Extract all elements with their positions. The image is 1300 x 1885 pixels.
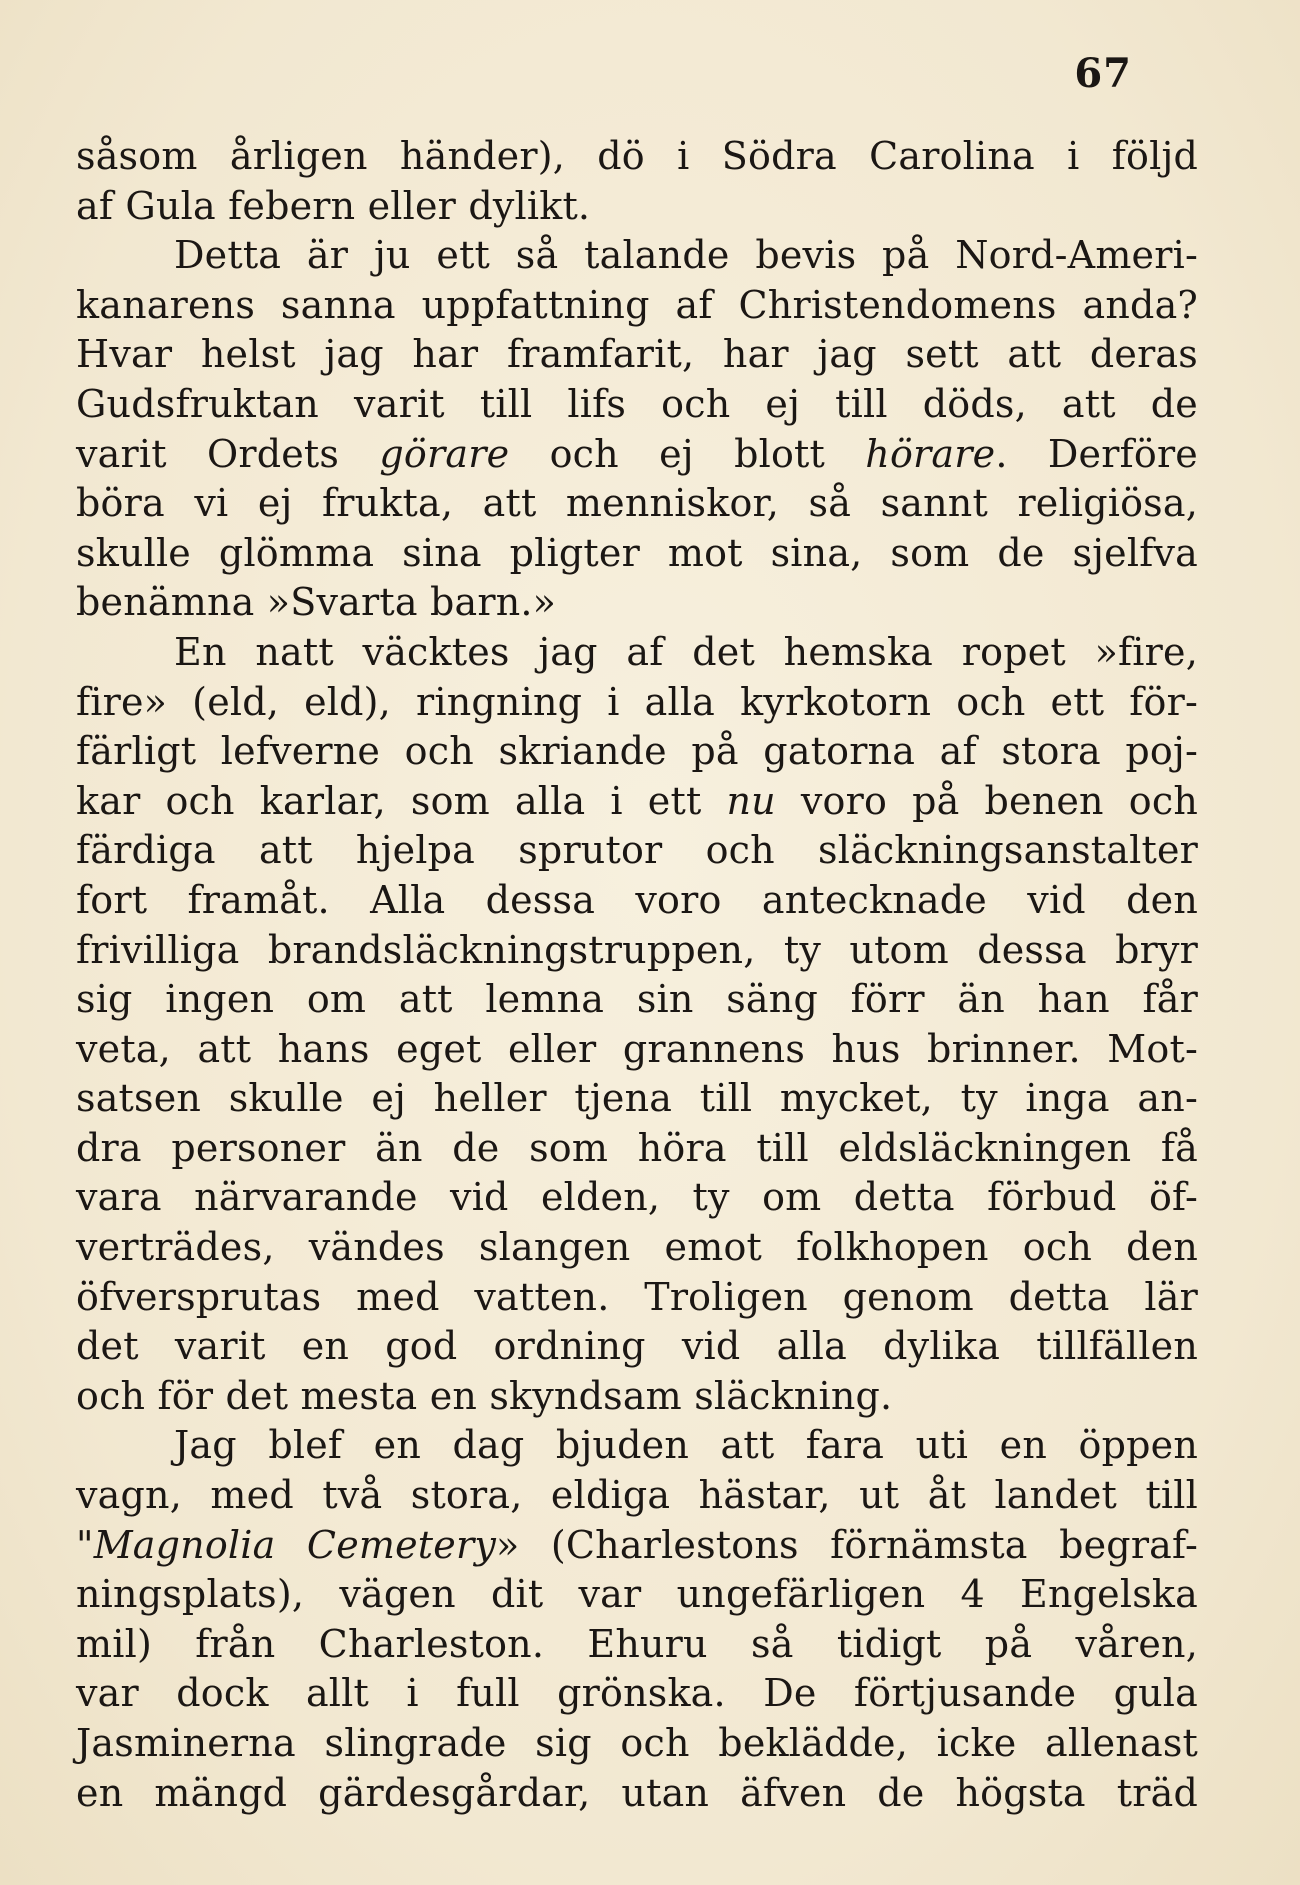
text-line: fort framåt. Alla dessa voro antecknade vid den [76,877,1198,922]
text-line: öfversprutas med vatten. Troligen genom detta lär [76,1274,1198,1319]
text-segment: och ej blott [509,431,866,476]
text-line: var dock allt i full grönska. De förtjusande gula [76,1671,1198,1716]
text-line: Gudsfruktan varit till lifs och ej till döds, att de [76,381,1198,426]
text-line: Hvar helst jag har framfarit, har jag sett att deras [76,332,1198,377]
text-segment: kar och karlar, som alla i ett [76,778,727,823]
text-segment: " [76,1522,94,1567]
text-line: dra personer än de som höra till eldsläckningen få [76,1125,1198,1170]
text-line: Detta är ju ett så talande bevis på Nord-Ameri- [174,233,1198,278]
text-segment: » (Charlestons förnämsta begraf- [496,1522,1198,1567]
text-line: fire» (eld, eld), ringning i alla kyrkotorn och ett för- [76,679,1198,724]
text-line: kanarens sanna uppfattning af Christendomens anda? [76,282,1198,327]
text-line [76,1521,1198,1571]
text-line: mil) från Charleston. Ehuru så tidigt på våren, [76,1621,1198,1666]
text-line: vara närvarande vid elden, ty om detta förbud öf- [76,1175,1198,1220]
text-line: benämna »Svarta barn.» [76,580,557,625]
text-line: satsen skulle ej heller tjena till mycket, ty inga an- [76,1076,1198,1121]
text-segment: nu [726,778,776,823]
text-line: färligt lefverne och skriande på gatorna af stora poj- [76,729,1198,774]
text-line: af Gula febern eller dylikt. [76,183,591,228]
text-segment: Magnolia Cemetery [93,1522,496,1567]
text-line: sig ingen om att lemna sin säng förr än han får [76,977,1198,1022]
text-line: ningsplats), vägen dit var ungefärligen 4 Engelska [76,1572,1198,1617]
text-line: frivilliga brandsläckningstruppen, ty utom dessa bryr [76,927,1198,972]
page-number: 67 [1074,50,1132,97]
text-segment: hörare [865,431,996,476]
text-line: och för det mesta en skyndsam släckning. [76,1373,893,1418]
text-line: böra vi ej frukta, att menniskor, så sannt religiösa, [76,481,1198,526]
text-line: det varit en god ordning vid alla dylika tillfällen [76,1324,1198,1369]
text-line: veta, att hans eget eller grannens hus brinner. Mot- [76,1026,1198,1071]
text-segment: voro på benen och [775,778,1198,823]
text-line [76,777,1198,827]
text-segment: . Derföre [995,431,1198,476]
text-line: En natt väcktes jag af det hemska ropet »fire, [174,629,1198,674]
text-segment: görare [379,431,510,476]
text-line: såsom årligen händer), dö i Södra Carolina i följd [76,134,1198,178]
text-line: vagn, med två stora, eldiga hästar, ut åt landet till [76,1473,1198,1518]
text-line: en mängd gärdesgårdar, utan äfven de högsta träd [76,1770,1198,1815]
text-line: Jasminerna slingrade sig och beklädde, icke allenast [76,1721,1198,1765]
text-line: Jag blef en dag bjuden att fara uti en öppen [174,1423,1198,1468]
body-text [76,132,1198,1818]
text-segment: varit Ordets [76,431,380,476]
text-line [76,430,1198,480]
text-line: färdiga att hjelpa sprutor och släckningsanstalter [76,828,1198,873]
text-line: skulle glömma sina pligter mot sina, som de sjelfva [76,530,1198,575]
text-line: verträdes, vändes slangen emot folkhopen och den [76,1225,1198,1270]
